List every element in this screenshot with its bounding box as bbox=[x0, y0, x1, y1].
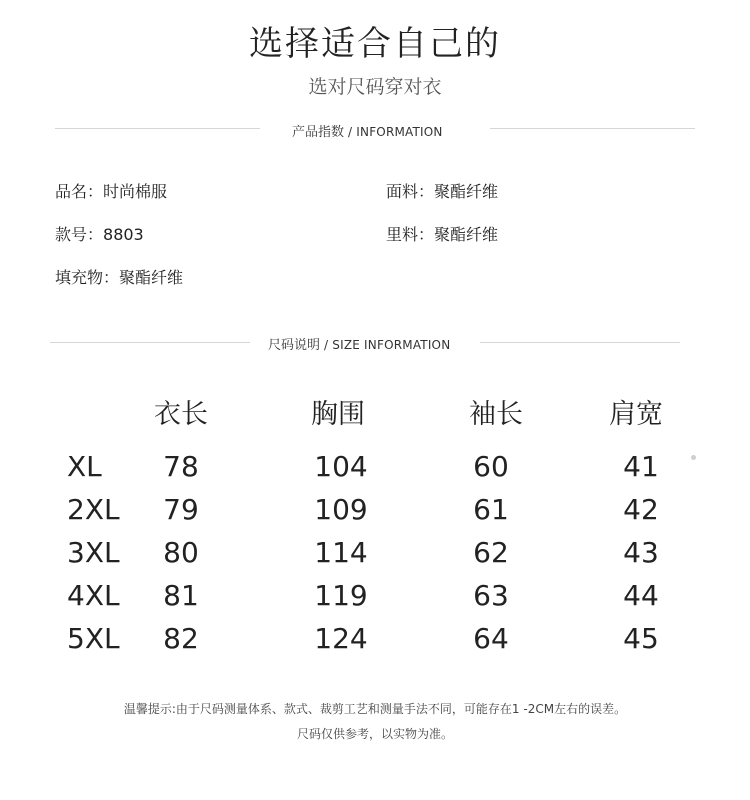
size-cell: 109 bbox=[314, 493, 368, 526]
size-column-header: 胸围 bbox=[311, 399, 365, 430]
size-cell: 41 bbox=[623, 450, 659, 483]
size-cell: 78 bbox=[163, 450, 199, 483]
decorative-dot bbox=[691, 455, 696, 460]
divider-right bbox=[480, 342, 680, 343]
size-column-header: 袖长 bbox=[469, 399, 523, 430]
product-info-heading bbox=[292, 121, 443, 140]
size-cell: 44 bbox=[623, 579, 659, 612]
info-item-name bbox=[55, 179, 167, 202]
size-cell: 79 bbox=[163, 493, 199, 526]
size-cell: 124 bbox=[314, 622, 368, 655]
product-info-heading-en: / INFORMATION bbox=[344, 125, 443, 139]
size-info-heading bbox=[268, 334, 450, 353]
divider-right bbox=[490, 128, 695, 129]
size-info-heading-en: / SIZE INFORMATION bbox=[320, 338, 451, 352]
info-label: 品名： bbox=[55, 182, 104, 201]
info-value: 时尚棉服 bbox=[103, 182, 168, 201]
size-column-header: 肩宽 bbox=[609, 399, 663, 430]
size-row-label: 4XL bbox=[67, 579, 120, 612]
size-cell: 63 bbox=[473, 579, 509, 612]
size-reference-note: 尺码仅供参考，以实物为准。 bbox=[296, 727, 453, 741]
info-item-style-number bbox=[55, 222, 144, 245]
page-title: 选择适合自己的 bbox=[249, 24, 501, 64]
info-label: 款号： bbox=[55, 225, 104, 244]
size-row-label: 2XL bbox=[67, 493, 120, 526]
info-value: 聚酯纤维 bbox=[434, 182, 499, 201]
size-cell: 62 bbox=[473, 536, 509, 569]
info-label: 面料： bbox=[386, 182, 435, 201]
size-cell: 43 bbox=[623, 536, 659, 569]
product-info-heading-cn: 产品指数 bbox=[292, 125, 345, 140]
size-disclaimer-note: 温馨提示:由于尺码测量体系、款式、裁剪工艺和测量手法不同，可能存在1 -2CM左右的误差。 bbox=[123, 702, 627, 716]
divider-left bbox=[55, 128, 260, 129]
divider-left bbox=[50, 342, 250, 343]
info-item-filling bbox=[55, 265, 183, 288]
size-cell: 45 bbox=[623, 622, 659, 655]
size-row-label: XL bbox=[67, 450, 102, 483]
info-value: 8803 bbox=[103, 225, 144, 244]
size-cell: 119 bbox=[314, 579, 368, 612]
size-cell: 64 bbox=[473, 622, 509, 655]
size-row-label: 5XL bbox=[67, 622, 120, 655]
info-item-fabric bbox=[386, 179, 498, 202]
size-cell: 82 bbox=[163, 622, 199, 655]
info-item-lining bbox=[386, 222, 498, 245]
size-cell: 104 bbox=[314, 450, 368, 483]
size-cell: 80 bbox=[163, 536, 199, 569]
page-subtitle: 选对尺码穿对衣 bbox=[308, 76, 442, 98]
size-cell: 114 bbox=[314, 536, 368, 569]
size-column-header: 衣长 bbox=[154, 399, 208, 430]
size-cell: 60 bbox=[473, 450, 509, 483]
size-cell: 61 bbox=[473, 493, 509, 526]
info-value: 聚酯纤维 bbox=[434, 225, 499, 244]
size-cell: 42 bbox=[623, 493, 659, 526]
size-info-heading-cn: 尺码说明 bbox=[268, 338, 321, 353]
info-value: 聚酯纤维 bbox=[119, 268, 184, 287]
info-label: 填充物： bbox=[55, 268, 120, 287]
size-cell: 81 bbox=[163, 579, 199, 612]
info-label: 里料： bbox=[386, 225, 435, 244]
size-row-label: 3XL bbox=[67, 536, 120, 569]
